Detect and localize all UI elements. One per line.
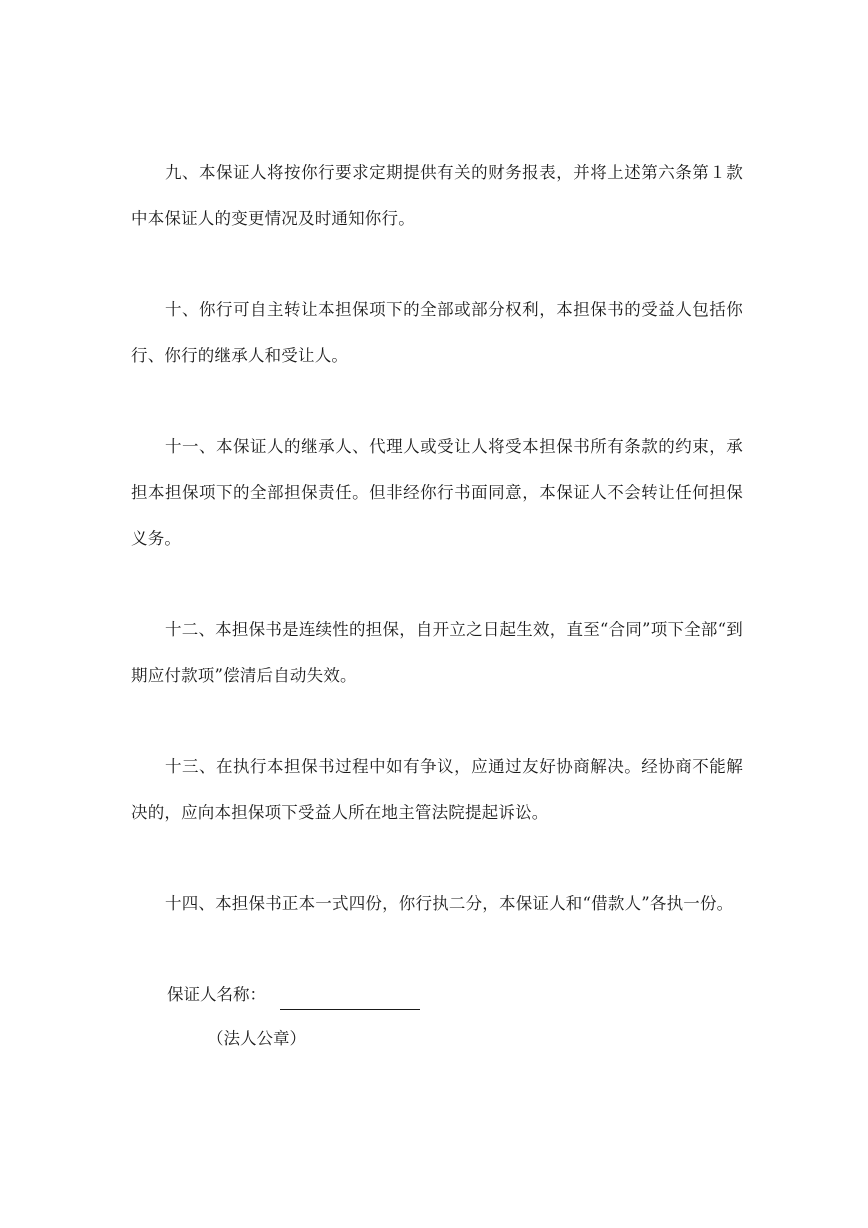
- clause-thirteen: 十三、在执行本担保书过程中如有争议，应通过友好协商解决。经协商不能解决的，应向本担保项下受益人所在地主管法院提起诉讼。: [131, 757, 743, 822]
- guarantor-name-label: 保证人名称：: [167, 985, 266, 1004]
- clause-nine: 九、本保证人将按你行要求定期提供有关的财务报表，并将上述第六条第１款中本保证人的变更情况及时通知你行。: [131, 163, 743, 228]
- clause-ten: 十、你行可自主转让本担保项下的全部或部分权利，本担保书的受益人包括你行、你行的继承人和受让人。: [131, 300, 743, 365]
- corporate-seal-note: （法人公章）: [207, 1029, 306, 1048]
- clause-twelve: 十二、本担保书是连续性的担保，自开立之日起生效，直至“合同”项下全部“到期应付款项”偿清后自动失效。: [131, 620, 743, 685]
- guarantor-name-blank-line: [280, 987, 420, 1010]
- clause-fourteen: 十四、本担保书正本一式四份，你行执二分，本保证人和“借款人”各执一份。: [165, 894, 734, 913]
- clause-eleven: 十一、本保证人的继承人、代理人或受让人将受本担保书所有条款的约束，承担本担保项下的全部担保责任。但非经你行书面同意，本保证人不会转让任何担保义务。: [131, 437, 743, 548]
- guarantor-signature-row: [167, 980, 420, 1010]
